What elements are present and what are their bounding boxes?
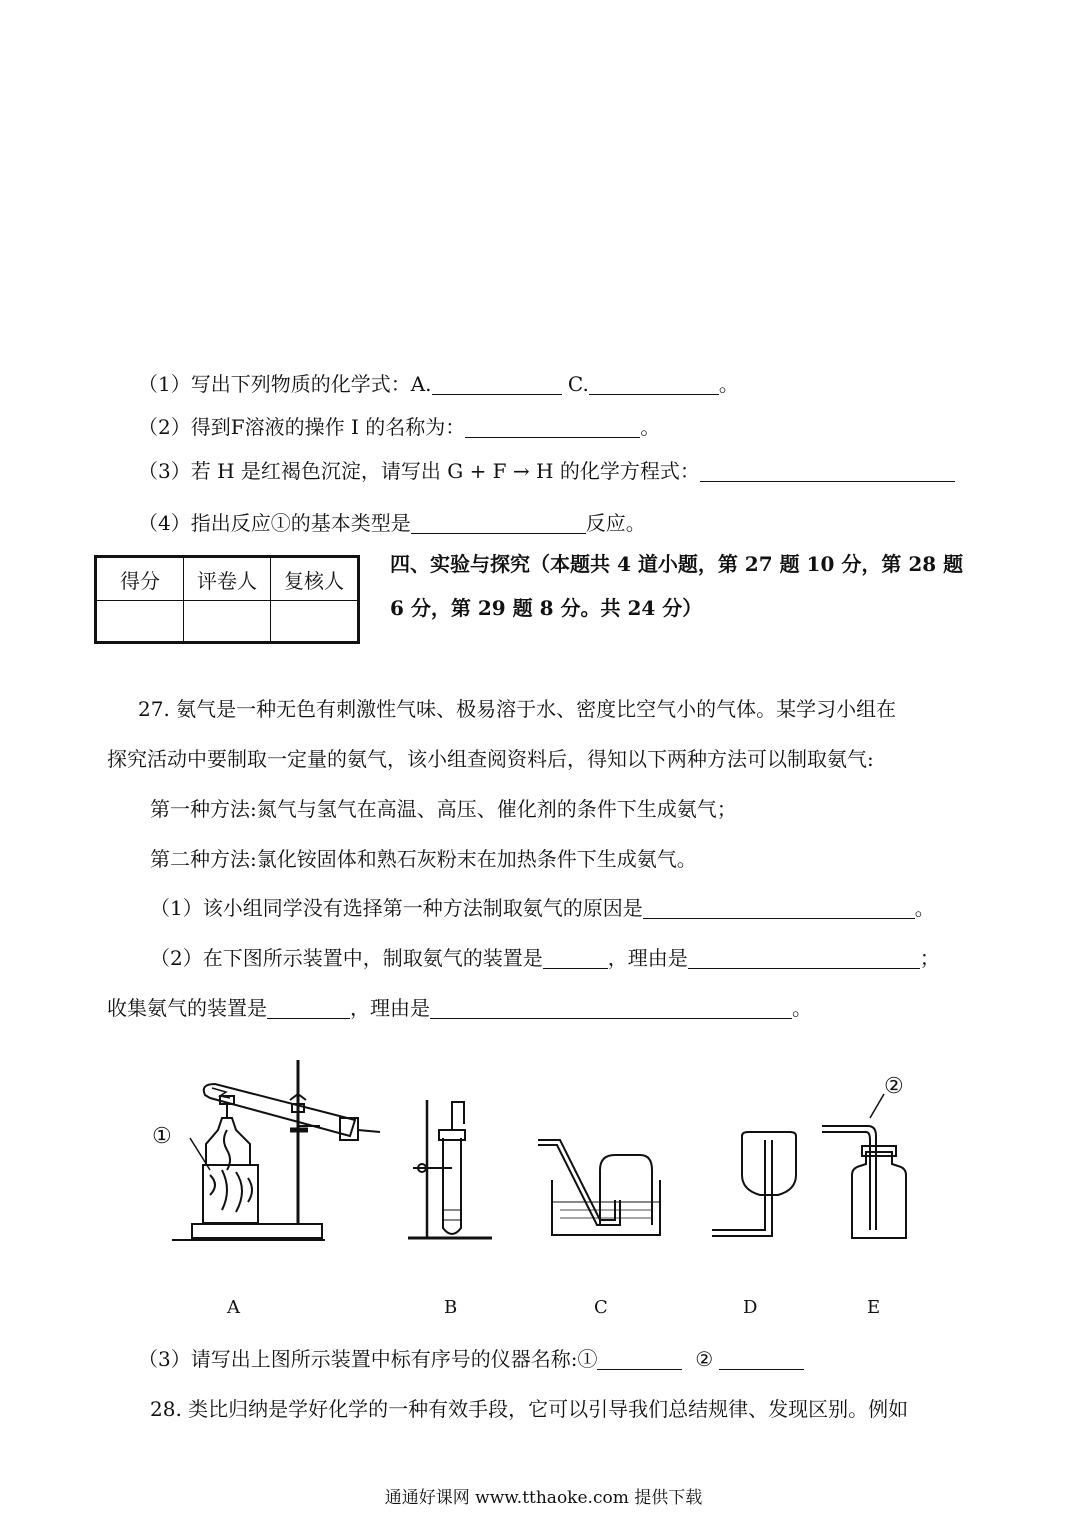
- answer-blank: [700, 461, 955, 482]
- answer-blank: [465, 417, 640, 438]
- marker-1-label: ①: [152, 1124, 172, 1149]
- apparatus-a: [172, 1060, 380, 1240]
- apparatus-b: [408, 1100, 492, 1238]
- q27-method-2: 第二种方法:氯化铵固体和熟石灰粉末在加热条件下生成氨气。: [150, 847, 697, 871]
- apparatus-e: [822, 1094, 906, 1238]
- reviewer-cell: [271, 601, 359, 643]
- q27-intro-2: 探究活动中要制取一定量的氨气，该小组查阅资料后，得知以下两种方法可以制取氨气:: [107, 747, 874, 771]
- answer-blank: [643, 898, 915, 919]
- q27-intro-1: 27. 氨气是一种无色有刺激性气味、极易溶于水、密度比空气小的气体。某学习小组在: [138, 697, 897, 721]
- answer-blank: [589, 374, 719, 395]
- q27-sub-2: （2）在下图所示装置中，制取氨气的装置是 ，理由是 ；: [150, 946, 940, 970]
- footer-credit: 通通好课网 www.tthaoke.com 提供下载: [384, 1488, 703, 1508]
- grader-cell: [184, 601, 271, 643]
- question-2: （2）得到F溶液的操作 I 的名称为： 。: [138, 415, 661, 439]
- question-1: （1）写出下列物质的化学式：A. C. 。: [138, 372, 739, 396]
- section-title-line1: 四、实验与探究（本题共 4 道小题，第 27 题 10 分，第 28 题: [390, 552, 964, 576]
- apparatus-figure: [0, 1060, 1087, 1260]
- question-3: （3）若 H 是红褐色沉淀，请写出 G + F → H 的化学方程式：: [138, 458, 955, 484]
- q27-sub-2b: 收集氨气的装置是 ，理由是 。: [107, 996, 812, 1020]
- answer-blank: [432, 374, 562, 395]
- label-c: C: [594, 1297, 608, 1318]
- answer-blank: [688, 948, 920, 969]
- apparatus-d: [712, 1132, 796, 1236]
- label-d: D: [743, 1297, 758, 1318]
- label-e: E: [867, 1297, 881, 1318]
- label-b: B: [444, 1297, 458, 1318]
- answer-blank: [543, 948, 608, 969]
- q27-method-1: 第一种方法:氮气与氢气在高温、高压、催化剂的条件下生成氨气；: [150, 797, 737, 821]
- answer-blank: [430, 998, 792, 1019]
- q27-sub-1: （1）该小组同学没有选择第一种方法制取氨气的原因是 。: [150, 896, 935, 920]
- score-header: 得分: [96, 557, 184, 601]
- answer-blank: [719, 1349, 804, 1370]
- label-a: A: [227, 1297, 240, 1318]
- score-table: [94, 555, 360, 644]
- apparatus-c: [538, 1140, 660, 1235]
- q28-text: 28. 类比归纳是学好化学的一种有效手段，它可以引导我们总结规律、发现区别。例如: [150, 1397, 909, 1421]
- answer-blank: [411, 513, 586, 534]
- answer-blank: [267, 998, 350, 1019]
- grader-header: 评卷人: [184, 557, 271, 601]
- score-cell: [96, 601, 184, 643]
- q27-sub-3: （3）请写出上图所示装置中标有序号的仪器名称:① ②: [138, 1346, 804, 1372]
- question-4: （4）指出反应①的基本类型是 反应。: [138, 511, 646, 535]
- section-title-line2: 6 分，第 29 题 8 分。共 24 分）: [390, 596, 703, 620]
- marker-2-label: ②: [884, 1074, 904, 1099]
- reviewer-header: 复核人: [271, 557, 359, 601]
- answer-blank: [597, 1349, 682, 1370]
